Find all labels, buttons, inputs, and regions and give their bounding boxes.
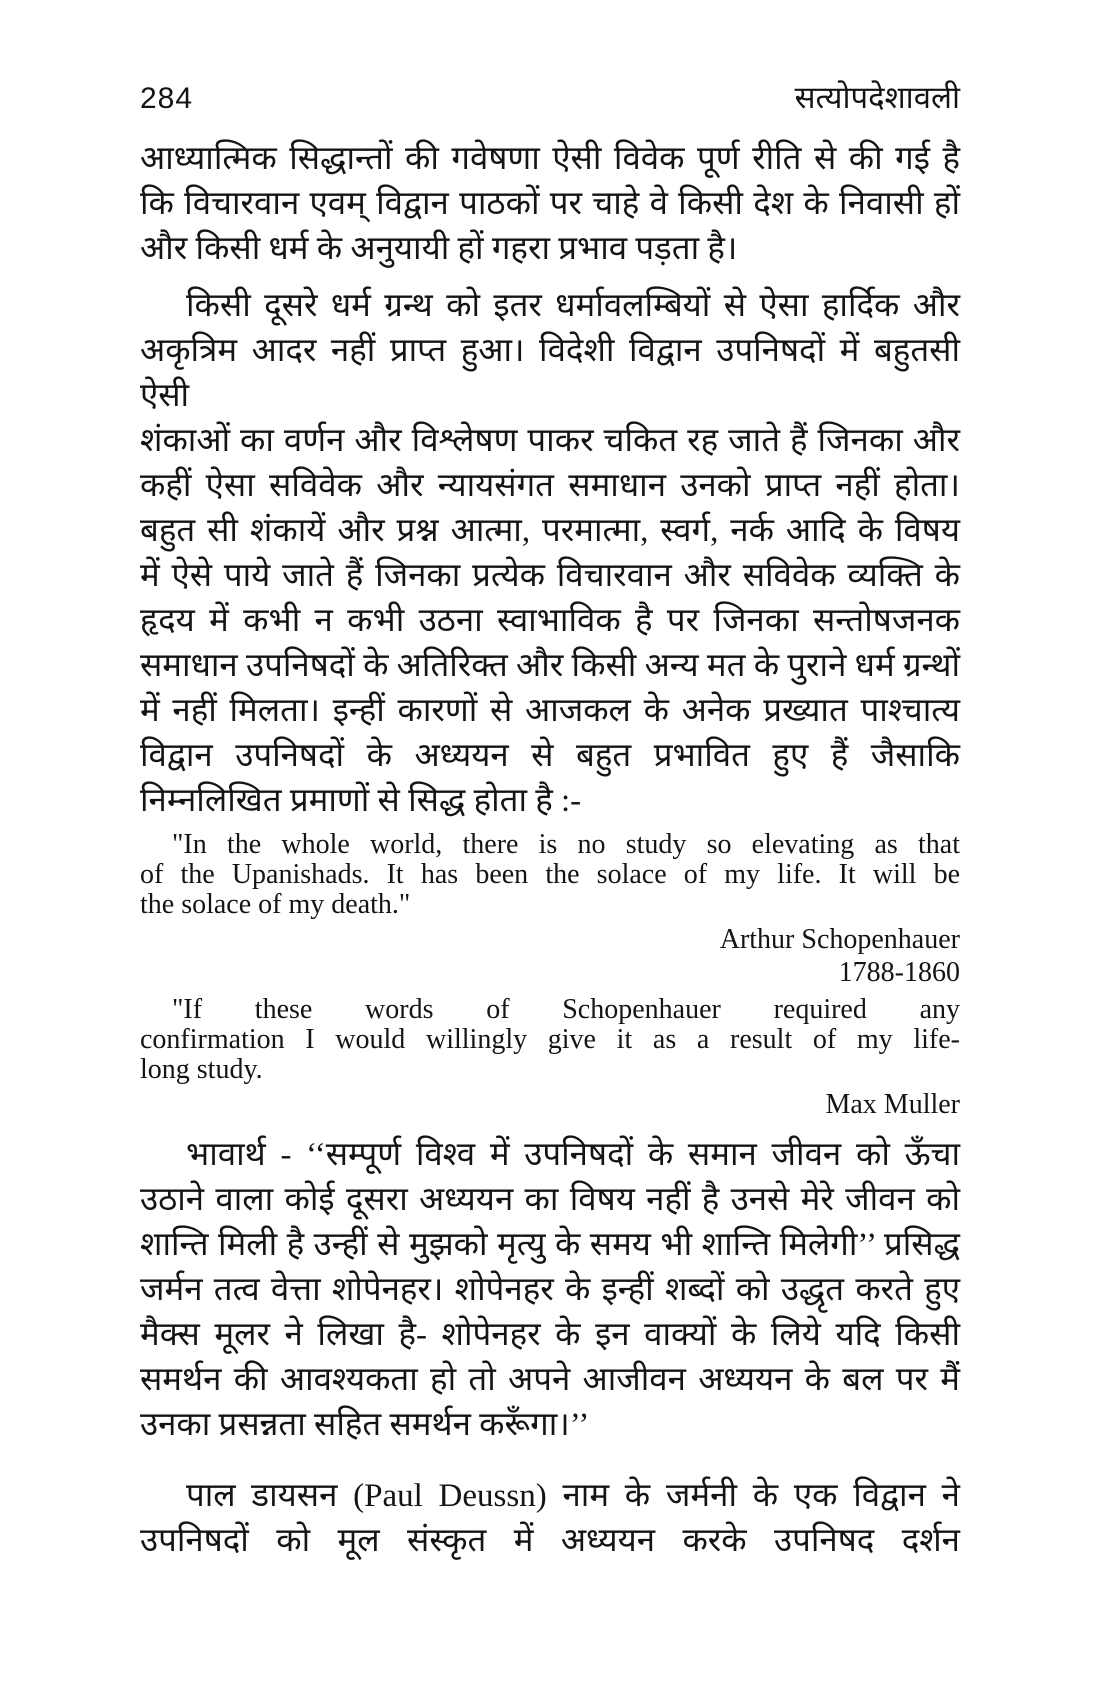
hindi-paragraph-2-line-2: अकृत्रिम आदर नहीं प्राप्त हुआ। विदेशी विद्वान उपनिषदों में बहुतसी ऐसी	[140, 333, 960, 414]
hindi-paragraph-2-line-9: में नहीं मिलता। इन्हीं कारणों से आजकल के अनेक प्रख्यात पाश्चात्य	[140, 693, 960, 729]
hindi-paragraph-2-line-1: किसी दूसरे धर्म ग्रन्थ को इतर धर्मावलम्बियों से ऐसा हार्दिक और	[186, 288, 960, 324]
hindi-paragraph-1-line-3: और किसी धर्म के अनुयायी हों गहरा प्रभाव पड़ता है।	[140, 231, 738, 267]
english-quote-schopenhauer-line-3: the solace of my death."	[140, 889, 411, 920]
attribution-schopenhauer-line-1: Arthur Schopenhauer	[719, 924, 960, 955]
page-number: 284	[140, 82, 194, 115]
english-quote-max-muller-line-1: "If these words of Schopenhauer required any	[172, 994, 960, 1025]
english-quote-schopenhauer-line-1: "In the whole world, there is no study so elevating as that	[172, 829, 960, 860]
hindi-paragraph-2-line-6: में ऐसे पाये जाते हैं जिनका प्रत्येक विचारवान और सविवेक व्यक्ति के	[140, 558, 960, 594]
hindi-paragraph-bhavarth-line-4: जर्मन तत्व वेत्ता शोपेनहर। शोपेनहर के इन्हीं शब्दों को उद्धृत करते हुए	[140, 1272, 960, 1308]
hindi-paragraph-1	[140, 137, 960, 272]
attribution-max-muller	[140, 1088, 960, 1121]
hindi-paragraph-2-line-10: विद्वान उपनिषदों के अध्ययन से बहुत प्रभावित हुए हैं जैसाकि	[140, 738, 960, 774]
hindi-paragraph-2-line-3: शंकाओं का वर्णन और विश्लेषण पाकर चकित रह जाते हैं जिनका और	[140, 423, 960, 459]
hindi-paragraph-1-line-1: आध्यात्मिक सिद्धान्तों की गवेषणा ऐसी विवेक पूर्ण रीति से की गई है	[140, 141, 960, 177]
hindi-paragraph-2-line-4: कहीं ऐसा सविवेक और न्यायसंगत समाधान उनको प्राप्त नहीं होता।	[140, 468, 960, 504]
hindi-paragraph-bhavarth-line-3: शान्ति मिली है उन्हीं से मुझको मृत्यु के समय भी शान्ति मिलेगी’’ प्रसिद्ध	[140, 1227, 960, 1263]
hindi-paragraph-bhavarth	[140, 1133, 960, 1448]
hindi-paragraph-paul-deussen	[140, 1474, 960, 1564]
hindi-paragraph-1-line-2: कि विचारवान एवम् विद्वान पाठकों पर चाहे वे किसी देश के निवासी हों	[140, 186, 960, 222]
hindi-paragraph-2-line-11: निम्नलिखित प्रमाणों से सिद्ध होता है :-	[140, 783, 582, 819]
english-quote-schopenhauer-line-2: of the Upanishads. It has been the solace of my life. It will be	[140, 859, 960, 890]
hindi-paragraph-bhavarth-line-7: उनका प्रसन्नता सहित समर्थन करूँगा।’’	[140, 1407, 590, 1443]
attribution-schopenhauer	[140, 923, 960, 989]
hindi-paragraph-paul-deussen-line-1: पाल डायसन (Paul Deussn) नाम के जर्मनी के एक विद्वान ने	[186, 1478, 960, 1514]
page-body	[140, 137, 960, 1564]
hindi-paragraph-bhavarth-line-2: उठाने वाला कोई दूसरा अध्ययन का विषय नहीं है उनसे मेरे जीवन को	[140, 1182, 960, 1218]
hindi-paragraph-bhavarth-line-1: भावार्थ - ‘‘सम्पूर्ण विश्व में उपनिषदों के समान जीवन को ऊँचा	[186, 1137, 960, 1173]
hindi-paragraph-2-line-5: बहुत सी शंकायें और प्रश्न आत्मा, परमात्मा, स्वर्ग, नर्क आदि के विषय	[140, 513, 960, 549]
hindi-paragraph-2	[140, 284, 960, 824]
attribution-schopenhauer-line-2: 1788-1860	[838, 957, 960, 988]
english-quote-max-muller	[140, 995, 960, 1085]
hindi-paragraph-2-line-7: हृदय में कभी न कभी उठना स्वाभाविक है पर जिनका सन्तोषजनक	[140, 603, 960, 639]
book-title: सत्योपदेशावली	[794, 80, 960, 115]
english-quote-max-muller-line-2: confirmation I would willingly give it as a result of my life-	[140, 1024, 960, 1055]
hindi-paragraph-2-line-8: समाधान उपनिषदों के अतिरिक्त और किसी अन्य मत के पुराने धर्म ग्रन्थों	[140, 648, 960, 684]
hindi-paragraph-paul-deussen-line-2: उपनिषदों को मूल संस्कृत में अध्ययन करके उपनिषद दर्शन	[140, 1523, 960, 1559]
english-quote-schopenhauer	[140, 830, 960, 920]
hindi-paragraph-bhavarth-line-5: मैक्स मूलर ने लिखा है- शोपेनहर के इन वाक्यों के लिये यदि किसी	[140, 1317, 960, 1353]
hindi-paragraph-bhavarth-line-6: समर्थन की आवश्यकता हो तो अपने आजीवन अध्ययन के बल पर मैं	[140, 1362, 960, 1398]
page-content	[140, 76, 960, 1564]
page-header	[140, 76, 960, 121]
attribution-max-muller-line-1: Max Muller	[825, 1089, 960, 1120]
english-quote-max-muller-line-3: long study.	[140, 1054, 263, 1085]
